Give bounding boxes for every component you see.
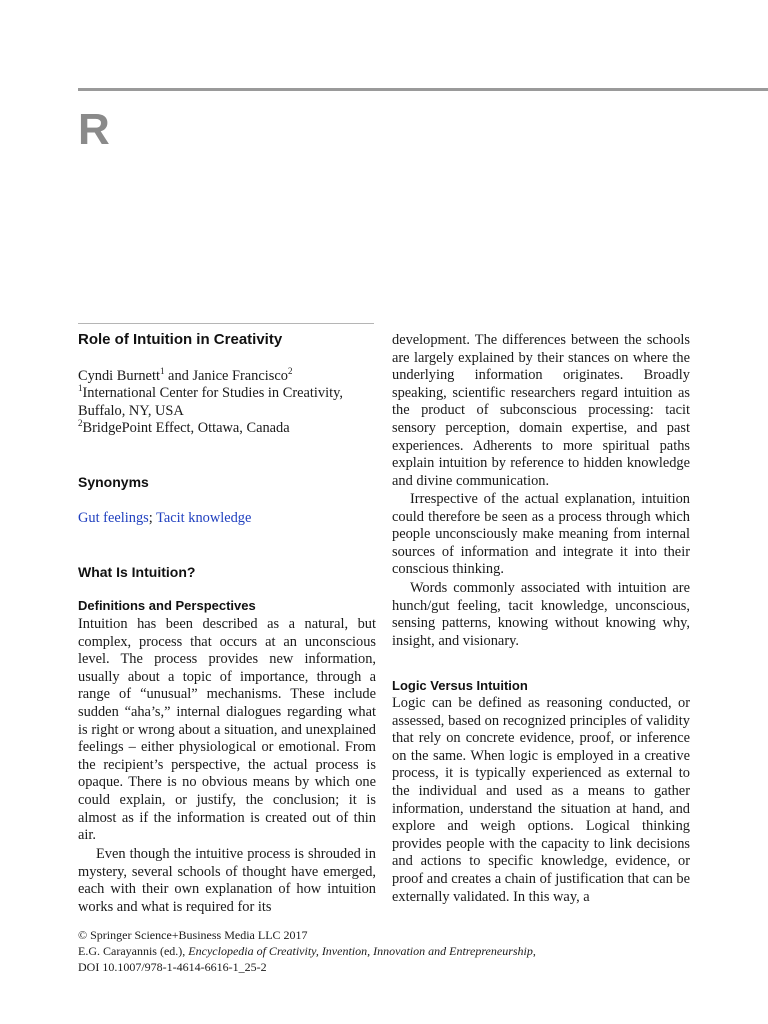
citation-trail: , xyxy=(532,944,536,958)
copyright-text: Springer Science+Business Media LLC 2017 xyxy=(87,928,308,942)
author-name: Janice Francisco xyxy=(192,368,288,384)
paragraph: Irrespective of the actual explanation, intuition could therefore be seen as a process through which people unconsciously make meaning from internal sources of information and integrate it into their conscious thinking. xyxy=(392,491,690,578)
affiliation-1 xyxy=(78,385,376,420)
paragraph: Words commonly associated with intuition are hunch/gut feeling, tacit knowledge, unconscious, sensing patterns, knowing without knowing why, insight, and visionary. xyxy=(392,580,690,649)
author-affil-sup: 2 xyxy=(287,366,293,377)
synonyms-list xyxy=(78,510,376,528)
affiliation-2 xyxy=(78,420,376,438)
author-name: Cyndi Burnett xyxy=(78,368,160,384)
authors xyxy=(78,368,376,386)
section-letter: R xyxy=(78,105,110,154)
author-affil-sup: 1 xyxy=(159,366,165,377)
affil-sup: 2 xyxy=(78,418,83,429)
copyright-line xyxy=(78,927,698,943)
paragraph: Even though the intuitive process is shrouded in mystery, several schools of thought have emerged, each with their own explanation of how intuition works and what is required for its xyxy=(78,846,376,915)
definitions-subheading: Definitions and Perspectives xyxy=(78,598,256,613)
paragraph: Logic can be defined as reasoning conducted, or assessed, based on recognized principles of validity that rely on concrete evidence, proof, or inference on the same. When logic is employed in a creative process, it is typically experienced as external to the individual and used as a means to gather information, understand the situation at hand, and explore and weigh options. Logical thinking provides people with the capacity to link decisions and actions to specific knowledge, evidence, or proof and creates a chain of justification that can be externally validated. In this way, a xyxy=(392,695,690,905)
authors-and: and xyxy=(164,368,193,384)
citation-line xyxy=(78,943,698,959)
footer xyxy=(78,927,698,975)
affil-sup: 1 xyxy=(78,383,83,394)
copyright-symbol: © xyxy=(78,928,88,942)
title-rule xyxy=(78,323,374,324)
top-rule xyxy=(78,88,768,91)
logic-versus-intuition-heading: Logic Versus Intuition xyxy=(392,678,528,693)
doi: DOI 10.1007/978-1-4614-6616-1_25-2 xyxy=(78,960,267,974)
paragraph: development. The differences between the schools are largely explained by their stances on where the underlying information originates. Broadly speaking, scientific researchers regard intuition as the product of subconscious processing: tacit sensory perception, domain expertise, and past experiences. Adherents to more spiritual paths explain intuition by reference to hidden knowledge and divine communication. xyxy=(392,332,690,489)
synonym-separator: ; xyxy=(148,510,157,526)
affil-text: International Center for Studies in Creativity, Buffalo, NY, USA xyxy=(78,385,343,419)
what-is-intuition-heading: What Is Intuition? xyxy=(78,564,196,580)
editor: E.G. Carayannis (ed.), xyxy=(78,944,189,958)
article-title: Role of Intuition in Creativity xyxy=(78,331,283,348)
affil-text: BridgePoint Effect, Ottawa, Canada xyxy=(82,420,290,436)
synonyms-heading: Synonyms xyxy=(78,474,149,490)
book-title: Encyclopedia of Creativity, Invention, Innovation and Entrepreneurship xyxy=(188,944,533,958)
paragraph: Intuition has been described as a natural, but complex, process that occurs at an unconscious level. The process provides new information, usually about a topic of importance, through a range of “unusual” mechanisms. These include sudden “aha’s,” internal dialogues regarding what is right or wrong about a situation, and unexplained feelings – either physiological or emotional. From the recipient’s perspective, the actual process is opaque. There is no obvious means by which one could explain, or justify, the conclusion; it is almost as if the information is created out of thin air. xyxy=(78,616,376,844)
synonym-link[interactable]: Tacit knowledge xyxy=(156,510,252,526)
synonym-link[interactable]: Gut feelings xyxy=(78,510,149,526)
